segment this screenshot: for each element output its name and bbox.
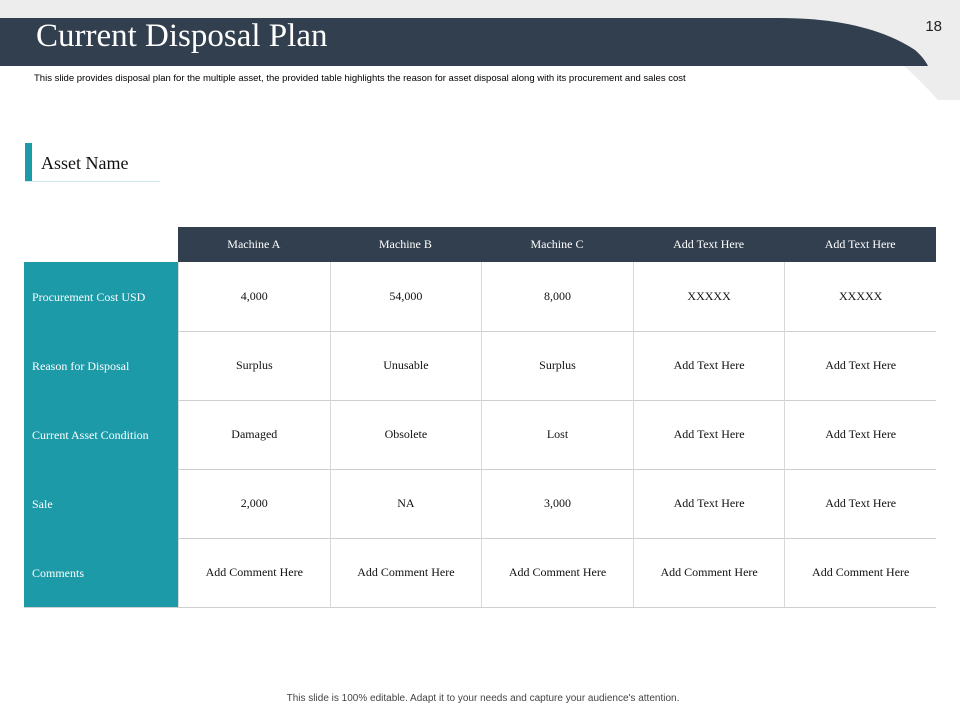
table-cell: Add Text Here (633, 469, 785, 538)
table-cell: Unusable (330, 331, 482, 400)
table-cell: Add Text Here (784, 469, 936, 538)
row-label: Procurement Cost USD (24, 262, 178, 331)
table-cell: XXXXX (633, 262, 785, 331)
table-row (24, 262, 936, 332)
row-label: Current Asset Condition (24, 400, 178, 469)
table-cell: Add Comment Here (481, 538, 633, 607)
table-cell: 2,000 (178, 469, 330, 538)
table-cell: 4,000 (178, 262, 330, 331)
table-cell: 54,000 (330, 262, 482, 331)
table-cell: Damaged (178, 400, 330, 469)
column-header: Machine C (530, 237, 584, 251)
table-row (24, 331, 936, 401)
slide-title: Current Disposal Plan (36, 18, 328, 54)
column-header: Add Text Here (824, 237, 896, 251)
table-cell: Add Text Here (784, 400, 936, 469)
heading-accent-bar (25, 143, 32, 181)
column-header: Machine A (227, 237, 281, 251)
table-row (24, 538, 936, 608)
row-label: Reason for Disposal (24, 331, 178, 400)
page-number: 18 (925, 18, 942, 35)
table-cell: 3,000 (481, 469, 633, 538)
table-cell: Obsolete (330, 400, 482, 469)
table-cell: NA (330, 469, 482, 538)
title-band (0, 0, 960, 100)
table-cell: Add Comment Here (178, 538, 330, 607)
table-row (24, 400, 936, 470)
table-row (24, 469, 936, 539)
row-label: Comments (24, 538, 178, 607)
table-cell: Add Text Here (633, 331, 785, 400)
slide-subtitle: This slide provides disposal plan for the multiple asset, the provided table highlights the reason for asset disposal along with its procurement and sales cost (34, 73, 686, 84)
table-cell: Lost (481, 400, 633, 469)
table-cell: Surplus (481, 331, 633, 400)
section-heading (25, 143, 160, 182)
table-cell: Surplus (178, 331, 330, 400)
table-cell: Add Comment Here (633, 538, 785, 607)
table-cell: 8,000 (481, 262, 633, 331)
section-heading-text: Asset Name (41, 153, 129, 173)
slide-footer: This slide is 100% editable. Adapt it to your needs and capture your audience's attention. (286, 693, 680, 704)
column-header: Add Text Here (673, 237, 745, 251)
table-cell: Add Comment Here (330, 538, 482, 607)
table-cell: Add Text Here (633, 400, 785, 469)
table-cell: XXXXX (784, 262, 936, 331)
column-header: Machine B (378, 237, 432, 251)
table-cell: Add Comment Here (784, 538, 936, 607)
table-header (178, 227, 936, 262)
table-cell: Add Text Here (784, 331, 936, 400)
row-label: Sale (24, 469, 178, 538)
